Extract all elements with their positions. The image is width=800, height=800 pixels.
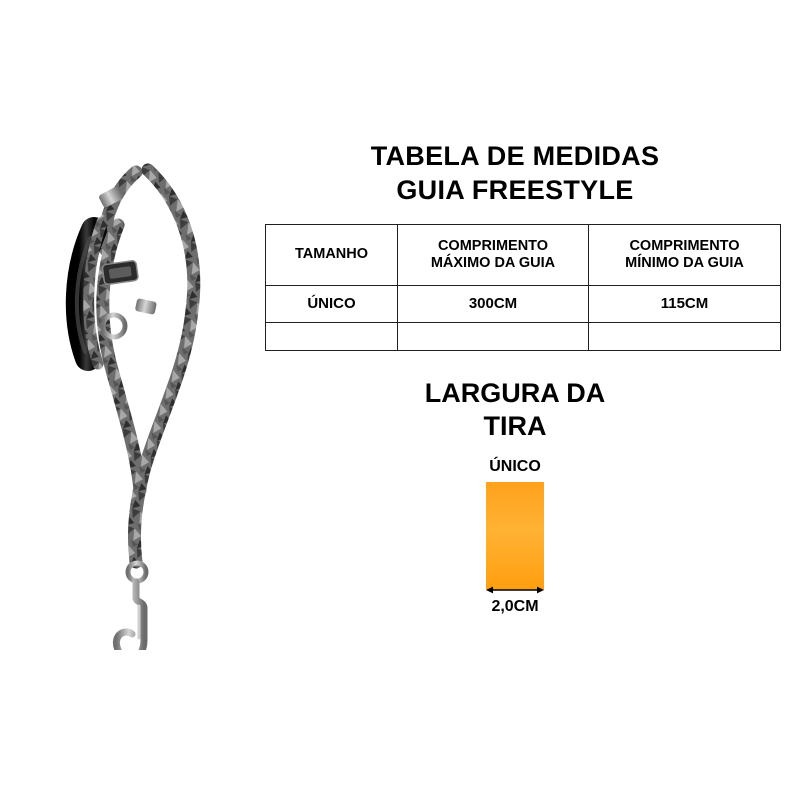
strip-width-value: 2,0CM xyxy=(491,598,539,615)
strip-swatch xyxy=(486,482,544,590)
table-header-max-length xyxy=(398,224,589,285)
table-row-empty xyxy=(266,322,781,350)
cell-size: ÚNICO xyxy=(266,285,398,322)
measurements-table xyxy=(265,224,781,351)
strip-size-label: ÚNICO xyxy=(489,458,541,475)
cell-size-empty xyxy=(266,322,398,350)
page-title xyxy=(265,140,765,208)
cell-max-length: 300CM xyxy=(398,285,589,322)
product-photo-leash xyxy=(40,130,270,650)
strip-width-title xyxy=(265,377,765,445)
table-header-min-length xyxy=(589,224,781,285)
table-row xyxy=(266,285,781,322)
strip-width-title-line-2: TIRA xyxy=(483,411,547,442)
table-header-row xyxy=(266,224,781,285)
page-title-line-1: TABELA DE MEDIDAS xyxy=(370,141,660,171)
strip-width-title-line-1: LARGURA DA xyxy=(424,377,606,408)
table-header-max-length-line-1: COMPRIMENTO xyxy=(437,237,549,254)
width-arrow-icon xyxy=(486,584,544,596)
table-header-size: TAMANHO xyxy=(266,224,398,285)
chart-content xyxy=(265,140,765,638)
page-title-line-2: GUIA FREESTYLE xyxy=(396,174,634,205)
strip-width-diagram xyxy=(265,458,765,638)
cell-min-length-empty xyxy=(589,322,781,350)
cell-min-length: 115CM xyxy=(589,285,781,322)
table-header-min-length-line-1: COMPRIMENTO xyxy=(629,237,740,254)
cell-max-length-empty xyxy=(398,322,589,350)
table-header-min-length-line-2: MÍNIMO DA GUIA xyxy=(625,254,744,271)
table-header-max-length-line-2: MÁXIMO DA GUIA xyxy=(430,254,556,271)
